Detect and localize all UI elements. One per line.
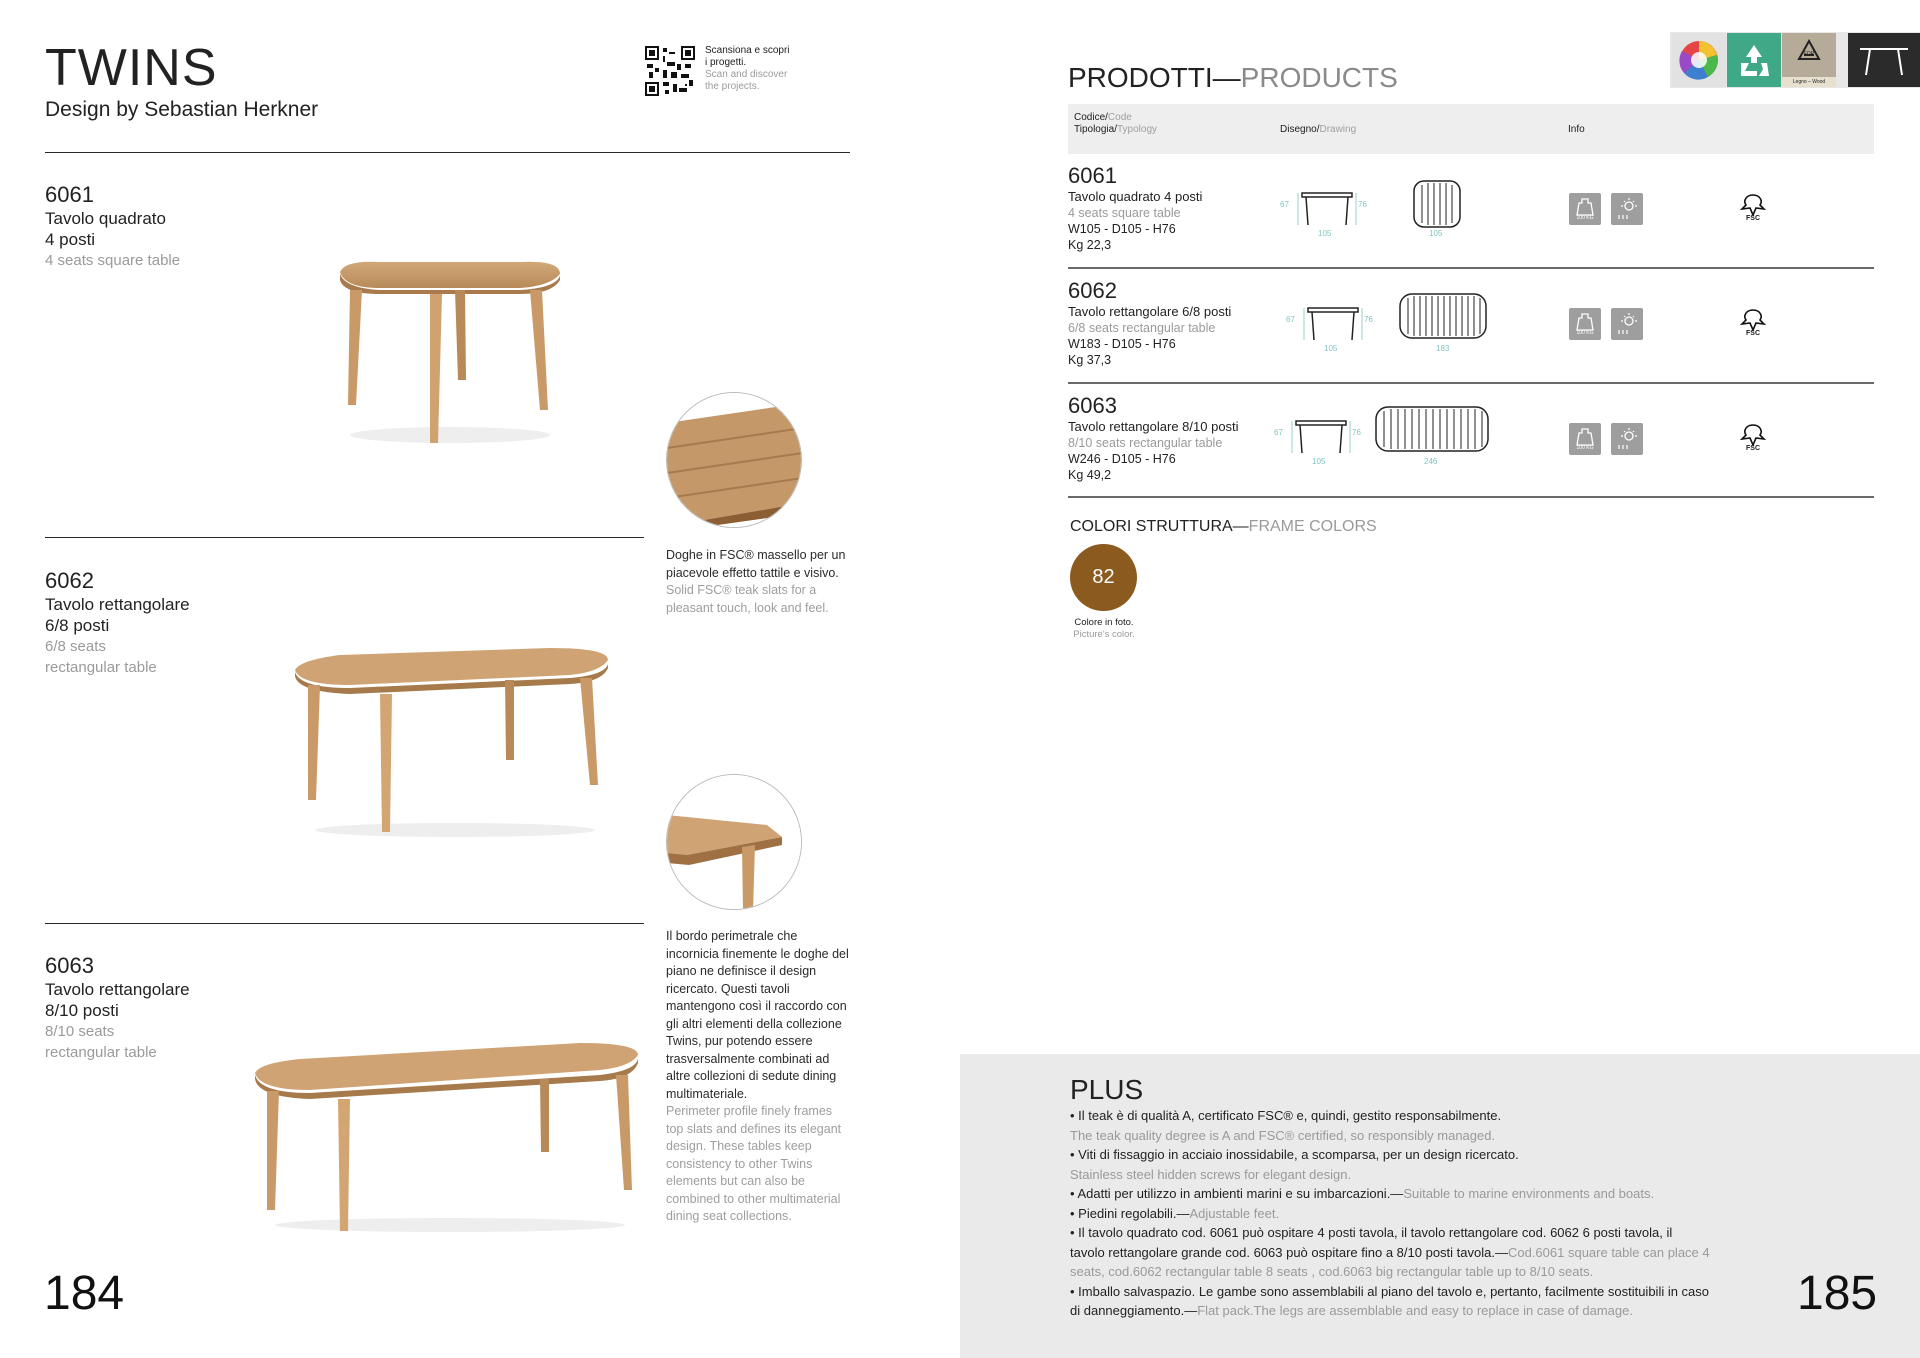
side-drawing: [1286, 302, 1373, 353]
side-dim-label: 105: [1318, 229, 1332, 238]
frame-colors-title: COLORI STRUTTURA—FRAME COLORS: [1070, 518, 1377, 535]
slats-detail-image: [667, 393, 802, 528]
header-drawing: [1280, 124, 1356, 136]
note-en: Solid FSC® teak slats for a pleasant touch, look and feel.: [666, 583, 829, 615]
page-number-right: 185: [1797, 1267, 1878, 1320]
header-info: Info: [1568, 124, 1585, 135]
side-dim-label: 67: [1280, 200, 1289, 209]
row-code: 6063: [1068, 393, 1117, 418]
divider: [45, 152, 850, 153]
item-code: 6061: [45, 182, 94, 207]
frame-colors-title-en: FRAME COLORS: [1248, 518, 1377, 535]
load-capacity-label: 100 KG: [1576, 330, 1594, 336]
row-separator: [1068, 267, 1874, 269]
collection-title: TWINS: [45, 39, 218, 97]
fsc-icon: [1738, 193, 1768, 227]
plus-line-en: Stainless steel hidden screws for elegant design.: [1070, 1166, 1352, 1182]
row-code: 6061: [1068, 163, 1117, 188]
top-drawing: [1374, 403, 1490, 467]
plus-line: [1070, 1165, 1710, 1185]
header-type-it: Tipologia/: [1074, 124, 1117, 135]
plus-line-en: Suitable to marine environments and boats.: [1403, 1186, 1655, 1201]
side-dim-label: 76: [1364, 315, 1373, 324]
wood-badge-icon: [1782, 33, 1836, 87]
row-weight: Kg 37,3: [1068, 353, 1112, 367]
slats-note: [666, 547, 851, 617]
fsc-label: FSC: [1746, 445, 1760, 452]
side-dim-label: 67: [1286, 315, 1295, 324]
divider: [45, 923, 644, 924]
row-separator: [1068, 382, 1874, 384]
note-en: Perimeter profile finely frames top slats and defines its elegant design. These tables keep consistency to other Twins elements but can also be combined to other multimaterial dining seat collections.: [666, 1104, 842, 1223]
plus-line-en: Cod.6061 square table can place 4 seats, cod.6062 rectangular table 8 seats , cod.6063 big rectangular table up to 8/10 seats.: [1070, 1244, 1710, 1279]
side-drawing: [1280, 187, 1367, 238]
item-name-it: 8/10 posti: [45, 1001, 119, 1020]
edge-note: [666, 928, 851, 1226]
header-drawing-it: Disegno/: [1280, 124, 1320, 135]
load-capacity-label: 100 KG: [1576, 215, 1594, 221]
item-name-en: rectangular table: [45, 1044, 157, 1061]
top-drawing: [1398, 290, 1488, 352]
table-symbol-icon: [1848, 33, 1920, 87]
weather-resistant-icon: [1611, 308, 1643, 340]
products-title-it: PRODOTTI: [1068, 62, 1213, 93]
top-dim-label: 246: [1424, 457, 1438, 466]
item-name-it: 6/8 posti: [45, 616, 110, 635]
fsc-tree-icon: [1738, 423, 1768, 447]
fsc-label: FSC: [1746, 330, 1760, 337]
plus-line-it: • Imballo salvaspazio. Le gambe sono assemblabili al piano del tavolo e, pertanto, facilmente sostituibili in caso di danneggiamento.—: [1070, 1283, 1710, 1318]
row-dimensions: W183 - D105 - H76: [1068, 337, 1176, 351]
designer-subtitle: Design by Sebastian Herkner: [45, 98, 319, 121]
item-name-en: 4 seats square table: [45, 252, 181, 269]
qr-caption-line: i progetti.: [705, 57, 747, 68]
top-drawing-image: [1398, 290, 1488, 342]
item-name-it: Tavolo quadrato: [45, 209, 166, 228]
plus-title: PLUS: [1070, 1074, 1144, 1105]
top-drawing-image: [1374, 403, 1490, 455]
header-code-it: Codice/: [1074, 112, 1108, 123]
wood-badge-code: FOR: [1803, 51, 1815, 57]
qr-caption: [705, 45, 805, 93]
weather-resistant-icon: [1611, 193, 1643, 225]
qr-caption-line: Scan and discover: [705, 69, 788, 80]
row-code: 6062: [1068, 278, 1117, 303]
item-name-it: 4 posti: [45, 230, 96, 249]
row-name-en: 4 seats square table: [1068, 206, 1181, 220]
sun-rain-icon: [1611, 193, 1643, 225]
page-number-left: 184: [44, 1267, 125, 1320]
side-dim-label: 76: [1358, 200, 1367, 209]
item-name-it: Tavolo rettangolare: [45, 980, 190, 999]
divider: [45, 537, 644, 538]
plus-line-en: Flat pack.The legs are assemblable and easy to replace in case of damage.: [1197, 1303, 1633, 1318]
plus-line-it: • Il teak è di qualità A, certificato FSC® e, quindi, gestito responsabilmente.: [1070, 1108, 1502, 1123]
products-title-separator: —: [1212, 62, 1241, 93]
row-weight: Kg 22,3: [1068, 238, 1112, 252]
plus-line: [1070, 1184, 1710, 1204]
slats-detail-photo: [666, 392, 802, 528]
products-title-en: PRODUCTS: [1240, 62, 1398, 93]
swatch-caption: [1066, 617, 1142, 641]
item-code: 6063: [45, 953, 94, 978]
plus-line-en: Adjustable feet.: [1189, 1205, 1280, 1221]
row-separator: [1068, 496, 1874, 498]
color-wheel-icon: [1672, 33, 1726, 87]
plus-line: [1070, 1126, 1710, 1146]
plus-line-it: • Piedini regolabili.—: [1070, 1205, 1190, 1221]
row-name-it: Tavolo quadrato 4 posti: [1068, 189, 1203, 204]
header-code-en: Code: [1107, 112, 1132, 123]
load-capacity-icon: [1569, 423, 1601, 455]
side-drawing: [1274, 415, 1361, 466]
recycle-icon: [1727, 33, 1781, 87]
load-capacity-icon: [1569, 308, 1601, 340]
note-it: Il bordo perimetrale che incornicia finemente le doghe del piano ne definisce il design ricercato. Questi tavoli mantengono così il raccordo con gli altri elementi della collezione Twins, pur potendo essere trasversalmente combinati ad altre collezioni di sedute dining multimateriale.: [666, 929, 849, 1101]
load-capacity-label: 100 KG: [1576, 445, 1594, 451]
header-typology: [1074, 124, 1157, 136]
load-capacity-icon: [1569, 193, 1601, 225]
frame-colors-title-it: COLORI STRUTTURA: [1070, 518, 1233, 535]
plus-line-en: The teak quality degree is A and FSC® certified, so responsibly managed.: [1070, 1127, 1496, 1143]
plus-line: [1070, 1106, 1710, 1126]
sun-rain-icon: [1611, 423, 1643, 455]
item-name-en: 8/10 seats: [45, 1023, 115, 1040]
item-name-en: 6/8 seats: [45, 638, 106, 655]
side-dim-label: 67: [1274, 428, 1283, 437]
plus-line: [1070, 1282, 1710, 1321]
side-dim-label: 105: [1324, 344, 1338, 353]
fsc-tree-icon: [1738, 193, 1768, 217]
top-drawing: [1410, 179, 1464, 237]
fsc-label: FSC: [1746, 215, 1760, 222]
fsc-tree-icon: [1738, 308, 1768, 332]
top-dim-label: 105: [1429, 229, 1443, 238]
wood-badge-label: Legno – Wood: [1782, 77, 1836, 87]
plus-line: [1070, 1145, 1710, 1165]
weather-resistant-icon: [1611, 423, 1643, 455]
item-name-en: rectangular table: [45, 659, 157, 676]
note-it: Doghe in FSC® massello per un piacevole effetto tattile e visivo.: [666, 548, 846, 580]
product-item-6063: [45, 953, 190, 1063]
header-code: [1074, 112, 1132, 124]
qr-caption-line: the projects.: [705, 81, 760, 92]
plus-line-it: • Viti di fissaggio in acciaio inossidabile, a scomparsa, per un design ricercato.: [1070, 1147, 1519, 1162]
side-dim-label: 105: [1312, 457, 1326, 466]
fsc-icon: [1738, 308, 1768, 342]
row-name-en: 8/10 seats rectangular table: [1068, 436, 1223, 450]
swatch-caption-en: Picture's color.: [1073, 629, 1135, 640]
row-name-en: 6/8 seats rectangular table: [1068, 321, 1216, 335]
row-name-it: Tavolo rettangolare 6/8 posti: [1068, 304, 1232, 319]
top-drawing-image: [1410, 179, 1464, 229]
row-weight: Kg 49,2: [1068, 468, 1112, 482]
square-table-photo: [320, 250, 580, 450]
row-dimensions: W105 - D105 - H76: [1068, 222, 1176, 236]
rectangular-table-6062-photo: [290, 640, 620, 840]
product-row-6063: [1068, 393, 1874, 497]
top-dim-label: 183: [1436, 344, 1450, 353]
products-table-header: [1068, 104, 1874, 154]
products-title: [1068, 62, 1398, 94]
product-row-6061: [1068, 163, 1874, 267]
product-item-6061: [45, 182, 180, 271]
row-name-it: Tavolo rettangolare 8/10 posti: [1068, 419, 1239, 434]
plus-list: [1070, 1106, 1710, 1321]
swatch-caption-it: Colore in foto.: [1074, 617, 1134, 628]
qr-caption-line: Scansiona e scopri: [705, 45, 790, 56]
header-drawing-en: Drawing: [1319, 124, 1357, 135]
qr-code-icon[interactable]: [645, 46, 695, 96]
rectangular-table-6063-photo: [250, 1035, 645, 1235]
color-swatch-82[interactable]: 82: [1070, 544, 1137, 611]
product-row-6062: [1068, 278, 1874, 382]
plus-line-it: • Adatti per utilizzo in ambienti marini e su imbarcazioni.—: [1070, 1186, 1404, 1201]
edge-detail-image: [667, 775, 802, 910]
plus-line: [1070, 1204, 1710, 1224]
plus-line: [1070, 1223, 1710, 1282]
item-code: 6062: [45, 568, 94, 593]
sun-rain-icon: [1611, 308, 1643, 340]
product-item-6062: [45, 568, 190, 678]
item-name-it: Tavolo rettangolare: [45, 595, 190, 614]
row-dimensions: W246 - D105 - H76: [1068, 452, 1176, 466]
edge-detail-photo: [666, 774, 802, 910]
side-dim-label: 76: [1352, 428, 1361, 437]
fsc-icon: [1738, 423, 1768, 457]
header-type-en: Typology: [1117, 124, 1158, 135]
plus-line-it: • Il tavolo quadrato cod. 6061 può ospitare 4 posti tavola, il tavolo rettangolare cod. 6062 6 posti tavola, il tavolo rettangolare grande cod. 6063 può ospitare fino a 8/10 posti tavola.—: [1070, 1225, 1673, 1260]
